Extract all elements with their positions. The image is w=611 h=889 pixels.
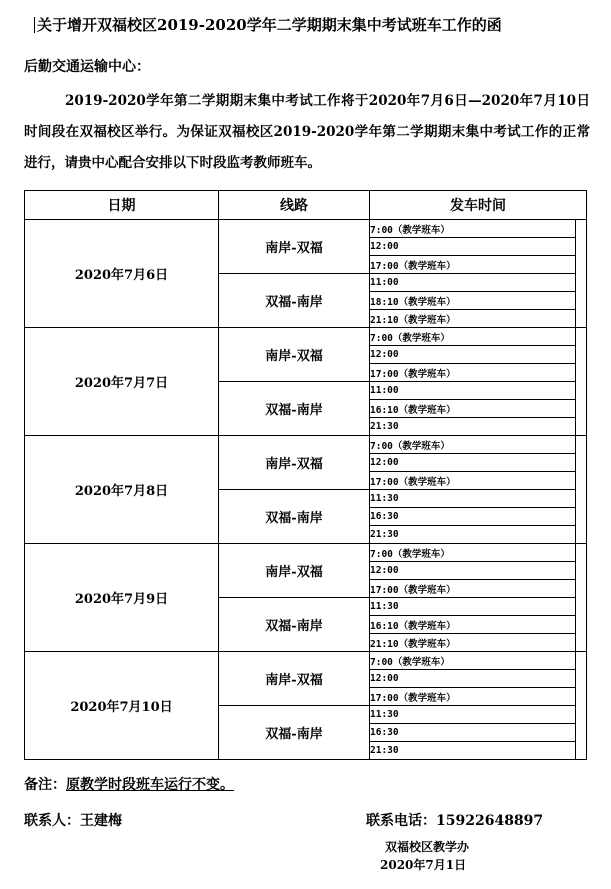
departure-time-cell: 17:00（教学班车）: [370, 688, 576, 706]
table-row: [25, 544, 587, 562]
route-cell: 南岸-双福: [219, 328, 370, 382]
departure-time-cell: 18:10（教学班车）: [370, 292, 576, 310]
table-row: [25, 328, 587, 346]
departure-time-cell: 12:00: [370, 454, 576, 472]
departure-time-cell: 21:30: [370, 742, 576, 760]
day-date-cell: 2020年7月6日: [25, 220, 219, 328]
departure-time-cell: 17:00（教学班车）: [370, 472, 576, 490]
contact-person: 联系人：王建梅: [24, 813, 122, 829]
departure-time-cell: 7:00（教学班车）: [370, 220, 576, 238]
body-paragraph: 2019-2020学年第二学期期末集中考试工作将于2020年7月6日—2020年7月10日时间段在双福校区举行。为保证双福校区2019-2020学年第二学期期末集中考试工作的正常进行，请贵中心配合安排以下时段监考教师班车。: [24, 93, 590, 171]
document-title-text: 关于增开双福校区2019-2020学年二学期期末集中考试班车工作的函: [37, 16, 502, 34]
schedule-table: [24, 190, 587, 760]
table-header-row: [25, 191, 587, 220]
schedule-body: [25, 220, 587, 760]
issue-date: 2020年7月1日: [380, 858, 467, 872]
departure-time-cell: 11:00: [370, 382, 576, 400]
route-cell: 双福-南岸: [219, 274, 370, 328]
remark: [24, 774, 234, 794]
departure-time-cell: 21:30: [370, 418, 576, 436]
departure-time-cell: 17:00（教学班车）: [370, 364, 576, 382]
header-route: 线路: [219, 191, 370, 220]
route-cell: 双福-南岸: [219, 490, 370, 544]
table-row: [25, 220, 587, 238]
day-date-cell: 2020年7月8日: [25, 436, 219, 544]
route-cell: 双福-南岸: [219, 598, 370, 652]
departure-time-cell: 11:30: [370, 598, 576, 616]
departure-time-cell: 16:30: [370, 508, 576, 526]
contact-phone: 联系电话：15922648897: [366, 813, 544, 829]
departure-time-cell: 17:00（教学班车）: [370, 256, 576, 274]
departure-time-cell: 7:00（教学班车）: [370, 328, 576, 346]
header-time: 发车时间: [370, 191, 587, 220]
remark-label: 备注：: [24, 777, 66, 793]
header-date: 日期: [25, 191, 219, 220]
departure-time-cell: 11:30: [370, 706, 576, 724]
addressee: 后勤交通运输中心：: [24, 59, 150, 75]
departure-time-cell: 12:00: [370, 562, 576, 580]
empty-margin-cell: [576, 436, 587, 544]
text-cursor: [34, 17, 35, 33]
departure-time-cell: 17:00（教学班车）: [370, 580, 576, 598]
departure-time-cell: 21:30: [370, 526, 576, 544]
departure-time-cell: 11:30: [370, 490, 576, 508]
empty-margin-cell: [576, 328, 587, 436]
route-cell: 双福-南岸: [219, 382, 370, 436]
departure-time-cell: 16:10（教学班车）: [370, 616, 576, 634]
table-row: [25, 436, 587, 454]
departure-time-cell: 7:00（教学班车）: [370, 652, 576, 670]
route-cell: 南岸-双福: [219, 220, 370, 274]
route-cell: 南岸-双福: [219, 544, 370, 598]
document-title: [34, 14, 594, 35]
route-cell: 南岸-双福: [219, 652, 370, 706]
day-date-cell: 2020年7月7日: [25, 328, 219, 436]
remark-text: 原教学时段班车运行不变。: [66, 777, 234, 793]
departure-time-cell: 12:00: [370, 238, 576, 256]
route-cell: 南岸-双福: [219, 436, 370, 490]
day-date-cell: 2020年7月9日: [25, 544, 219, 652]
day-date-cell: 2020年7月10日: [25, 652, 219, 760]
empty-margin-cell: [576, 544, 587, 652]
empty-margin-cell: [576, 652, 587, 760]
departure-time-cell: 7:00（教学班车）: [370, 544, 576, 562]
departure-time-cell: 16:10（教学班车）: [370, 400, 576, 418]
departure-time-cell: 21:10（教学班车）: [370, 310, 576, 328]
issuing-office: 双福校区教学办: [385, 840, 470, 854]
route-cell: 双福-南岸: [219, 706, 370, 760]
departure-time-cell: 12:00: [370, 346, 576, 364]
departure-time-cell: 16:30: [370, 724, 576, 742]
departure-time-cell: 12:00: [370, 670, 576, 688]
departure-time-cell: 7:00（教学班车）: [370, 436, 576, 454]
departure-time-cell: 11:00: [370, 274, 576, 292]
empty-margin-cell: [576, 220, 587, 328]
table-row: [25, 652, 587, 670]
departure-time-cell: 21:10（教学班车）: [370, 634, 576, 652]
